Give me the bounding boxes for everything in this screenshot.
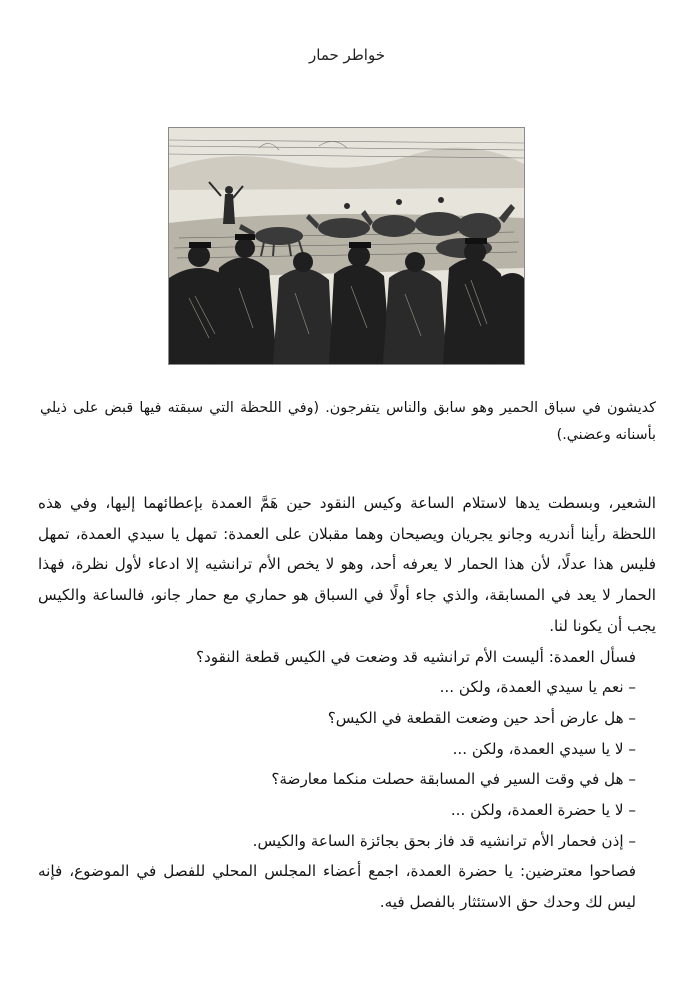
paragraph: الشعير، وبسطت يدها لاستلام الساعة وكيس النقود حين هَمَّ العمدة بإعطائهما إليها، وفي هذه اللحظة رأينا أندريه وجانو يجريان ويصيحان وهما مقبلان على العمدة: تمهل يا سيدي العمدة، تمهل فليس هذا عدلًا، لأن هذا الحمار لا يعرفه أحد، وهو لا يخص الأم ترانشيه إلا ادعاء لأول نظرة، فهذا الحمار لا يعد في المسابقة، والذي جاء أولًا في السباق هو حماري مع حمار جانو، فالساعة والكيس يجب أن يكونا لنا.: [38, 494, 656, 635]
donkey-race-engraving: [168, 127, 525, 365]
body-text: [38, 488, 656, 918]
dialogue-line: – نعم يا سيدي العمدة، ولكن ...: [439, 678, 636, 697]
dialogue-line: – لا يا سيدي العمدة، ولكن ...: [452, 739, 636, 758]
dialogue-line: – لا يا حضرة العمدة، ولكن ...: [450, 801, 636, 820]
paragraph-closing: فصاحوا معترضين: يا حضرة العمدة، اجمع أعضاء المجلس المحلي للفصل في الموضوع، فإنه ليس لك وحدك حق الاستئثار بالفصل فيه.: [38, 862, 636, 912]
dialogue-line: – هل عارض أحد حين وضعت القطعة في الكيس؟: [327, 708, 636, 727]
paragraph-question: فسأل العمدة: أليست الأم ترانشيه قد وضعت في الكيس قطعة النقود؟: [195, 647, 636, 666]
figure-caption: كديشون في سباق الحمير وهو سابق والناس يتفرجون. (وفي اللحظة التي سبقته فيها قبض على ذيلي بأسنانه وعضني.): [40, 400, 656, 444]
engraving-donkey-race-illustration: [169, 128, 524, 364]
running-head-title: خواطر حمار: [309, 46, 385, 64]
dialogue-line: – إذن فحمار الأم ترانشيه قد فاز بحق بجائزة الساعة والكيس.: [252, 831, 636, 850]
dialogue-line: – هل في وقت السير في المسابقة حصلت منكما معارضة؟: [271, 770, 636, 789]
